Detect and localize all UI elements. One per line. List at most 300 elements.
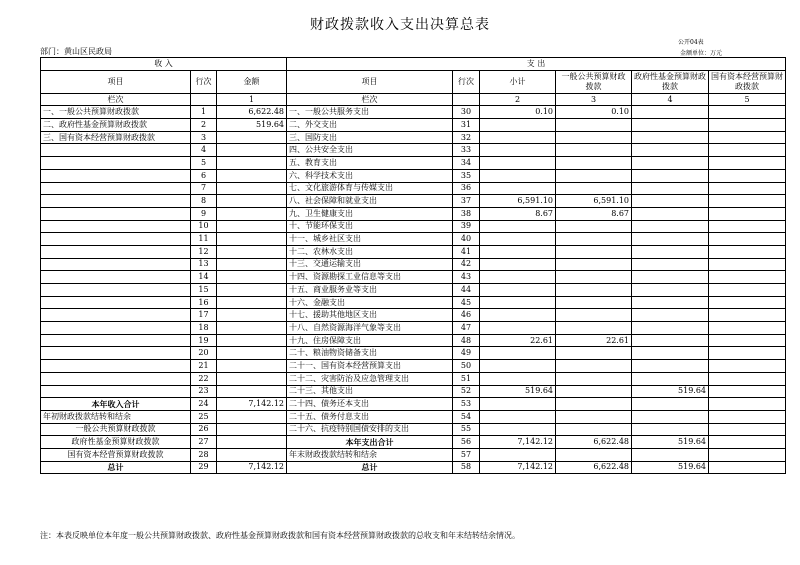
income-amount-cell <box>217 144 287 157</box>
subtotal-cell: 22.61 <box>480 334 556 347</box>
income-header: 收 入 <box>41 58 287 71</box>
income-amount-cell: 7,142.12 <box>217 461 287 474</box>
income-item-cell <box>41 284 191 297</box>
expense-line-cell: 42 <box>453 258 480 271</box>
expense-line-cell: 53 <box>453 398 480 411</box>
table-row <box>41 182 786 195</box>
expense-item-cell: 十七、援助其他地区支出 <box>287 309 453 322</box>
expense-item-cell: 十九、住房保障支出 <box>287 334 453 347</box>
fund-budget-cell <box>632 284 709 297</box>
empty-cell <box>191 93 217 106</box>
income-item-cell <box>41 271 191 284</box>
general-budget-cell <box>556 398 632 411</box>
income-item-cell <box>41 296 191 309</box>
expense-line-cell: 40 <box>453 233 480 246</box>
state-capital-cell <box>709 448 786 461</box>
income-item-cell <box>41 220 191 233</box>
expense-line-header: 行次 <box>453 70 480 93</box>
fund-budget-cell <box>632 182 709 195</box>
subtotal-cell <box>480 245 556 258</box>
income-line-cell: 21 <box>191 360 217 373</box>
fund-budget-cell <box>632 334 709 347</box>
col-number: 2 <box>480 93 556 106</box>
column-number-row <box>41 93 786 106</box>
table-row <box>41 284 786 297</box>
income-line-cell: 24 <box>191 398 217 411</box>
fund-budget-cell: 519.64 <box>632 461 709 474</box>
expense-line-cell: 55 <box>453 423 480 436</box>
general-budget-cell <box>556 220 632 233</box>
expense-line-cell: 52 <box>453 385 480 398</box>
table-row <box>41 334 786 347</box>
state-capital-cell <box>709 157 786 170</box>
fund-budget-cell: 519.64 <box>632 385 709 398</box>
expense-line-cell: 32 <box>453 131 480 144</box>
income-line-cell: 12 <box>191 245 217 258</box>
subtotal-cell: 6,591.10 <box>480 195 556 208</box>
table-row <box>41 296 786 309</box>
subtotal-cell <box>480 296 556 309</box>
general-budget-cell: 6,591.10 <box>556 195 632 208</box>
general-budget-cell: 6,622.48 <box>556 461 632 474</box>
col-number: 1 <box>217 93 287 106</box>
income-line-cell: 26 <box>191 423 217 436</box>
subtotal-header: 小计 <box>480 70 556 93</box>
state-capital-cell <box>709 207 786 220</box>
income-line-cell: 19 <box>191 334 217 347</box>
state-capital-cell <box>709 436 786 449</box>
income-line-cell: 25 <box>191 410 217 423</box>
income-amount-cell <box>217 207 287 220</box>
fund-budget-cell <box>632 245 709 258</box>
col-number: 5 <box>709 93 786 106</box>
general-budget-cell <box>556 182 632 195</box>
expense-item-cell: 三、国防支出 <box>287 131 453 144</box>
income-line-header: 行次 <box>191 70 217 93</box>
fund-budget-cell <box>632 169 709 182</box>
fund-budget-cell <box>632 322 709 335</box>
general-budget-cell: 8.67 <box>556 207 632 220</box>
income-line-cell: 22 <box>191 372 217 385</box>
subtotal-cell <box>480 423 556 436</box>
expense-item-cell: 年末财政拨款结转和结余 <box>287 448 453 461</box>
income-amount-cell <box>217 233 287 246</box>
table-row <box>41 461 786 474</box>
fund-budget-cell <box>632 398 709 411</box>
table-row <box>41 360 786 373</box>
table-row <box>41 207 786 220</box>
income-item-cell <box>41 360 191 373</box>
subtotal-cell: 7,142.12 <box>480 436 556 449</box>
state-capital-cell <box>709 195 786 208</box>
general-budget-cell <box>556 360 632 373</box>
state-capital-cell <box>709 372 786 385</box>
income-line-cell: 13 <box>191 258 217 271</box>
general-budget-cell <box>556 258 632 271</box>
subtotal-cell <box>480 309 556 322</box>
state-capital-cell <box>709 385 786 398</box>
state-capital-header: 国有资本经营预算财政拨款 <box>709 70 786 93</box>
fund-budget-cell <box>632 448 709 461</box>
colname-cell: 栏次 <box>287 93 453 106</box>
income-amount-cell <box>217 157 287 170</box>
table-row <box>41 309 786 322</box>
income-line-cell: 9 <box>191 207 217 220</box>
income-amount-cell <box>217 448 287 461</box>
state-capital-cell <box>709 182 786 195</box>
income-item-cell <box>41 245 191 258</box>
income-amount-cell <box>217 334 287 347</box>
expense-item-cell: 十八、自然资源海洋气象等支出 <box>287 322 453 335</box>
state-capital-cell <box>709 296 786 309</box>
subtotal-cell <box>480 410 556 423</box>
expense-item-cell: 二十一、国有资本经营预算支出 <box>287 360 453 373</box>
state-capital-cell <box>709 309 786 322</box>
general-budget-cell: 6,622.48 <box>556 436 632 449</box>
general-budget-cell <box>556 119 632 132</box>
general-budget-cell <box>556 284 632 297</box>
expense-item-cell: 二十三、其他支出 <box>287 385 453 398</box>
fund-budget-cell <box>632 207 709 220</box>
subtotal-cell <box>480 233 556 246</box>
table-row <box>41 233 786 246</box>
income-item-cell <box>41 233 191 246</box>
income-amount-cell: 6,622.48 <box>217 106 287 119</box>
income-line-cell: 18 <box>191 322 217 335</box>
fund-budget-cell <box>632 360 709 373</box>
income-line-cell: 15 <box>191 284 217 297</box>
income-amount-cell <box>217 131 287 144</box>
income-line-cell: 16 <box>191 296 217 309</box>
fund-budget-cell <box>632 423 709 436</box>
general-budget-cell: 0.10 <box>556 106 632 119</box>
general-budget-cell <box>556 233 632 246</box>
expense-line-cell: 39 <box>453 220 480 233</box>
fund-budget-cell <box>632 131 709 144</box>
table-row <box>41 220 786 233</box>
expense-item-cell: 四、公共安全支出 <box>287 144 453 157</box>
table-row <box>41 144 786 157</box>
subtotal-cell <box>480 284 556 297</box>
expense-item-cell: 二十六、抗疫特别国债安排的支出 <box>287 423 453 436</box>
income-amount-cell <box>217 385 287 398</box>
empty-cell <box>453 93 480 106</box>
form-number: 公开04表 <box>678 39 704 46</box>
income-item-cell <box>41 347 191 360</box>
expense-line-cell: 35 <box>453 169 480 182</box>
income-line-cell: 7 <box>191 182 217 195</box>
general-budget-cell <box>556 410 632 423</box>
state-capital-cell <box>709 131 786 144</box>
general-budget-cell <box>556 169 632 182</box>
subtotal-cell <box>480 182 556 195</box>
expense-line-cell: 51 <box>453 372 480 385</box>
general-budget-cell <box>556 309 632 322</box>
general-budget-cell <box>556 245 632 258</box>
table-row <box>41 347 786 360</box>
subtotal-cell <box>480 448 556 461</box>
table-row <box>41 157 786 170</box>
income-amount-cell <box>217 360 287 373</box>
fund-budget-cell <box>632 144 709 157</box>
table-row <box>41 423 786 436</box>
income-line-cell: 5 <box>191 157 217 170</box>
col-number: 4 <box>632 93 709 106</box>
income-amount-cell <box>217 322 287 335</box>
expense-item-cell: 十六、金融支出 <box>287 296 453 309</box>
fund-budget-cell <box>632 372 709 385</box>
fund-budget-cell <box>632 233 709 246</box>
expense-item-cell: 十四、资源勘探工业信息等支出 <box>287 271 453 284</box>
income-amount-cell: 7,142.12 <box>217 398 287 411</box>
expense-line-cell: 34 <box>453 157 480 170</box>
general-budget-cell: 22.61 <box>556 334 632 347</box>
income-line-cell: 27 <box>191 436 217 449</box>
income-item-cell <box>41 182 191 195</box>
budget-table <box>40 57 786 474</box>
expense-line-cell: 41 <box>453 245 480 258</box>
income-item-cell <box>41 334 191 347</box>
table-row <box>41 258 786 271</box>
general-budget-cell <box>556 271 632 284</box>
fund-budget-cell: 519.64 <box>632 436 709 449</box>
subtotal-cell <box>480 131 556 144</box>
income-item-cell <box>41 157 191 170</box>
fund-budget-cell <box>632 220 709 233</box>
expense-line-cell: 49 <box>453 347 480 360</box>
expense-line-cell: 36 <box>453 182 480 195</box>
income-amount-cell <box>217 423 287 436</box>
state-capital-cell <box>709 410 786 423</box>
table-row <box>41 436 786 449</box>
income-line-cell: 11 <box>191 233 217 246</box>
expense-line-cell: 46 <box>453 309 480 322</box>
income-amount-cell <box>217 245 287 258</box>
expense-item-cell: 十、节能环保支出 <box>287 220 453 233</box>
table-row <box>41 448 786 461</box>
fund-budget-cell <box>632 410 709 423</box>
income-item-cell <box>41 309 191 322</box>
fund-budget-cell <box>632 309 709 322</box>
expense-item-cell: 一、一般公共服务支出 <box>287 106 453 119</box>
table-row <box>41 398 786 411</box>
state-capital-cell <box>709 284 786 297</box>
fund-budget-cell <box>632 258 709 271</box>
header-row-1 <box>41 58 786 71</box>
table-row <box>41 131 786 144</box>
report-title: 财政拨款收入支出决算总表 <box>310 17 490 33</box>
expense-line-cell: 30 <box>453 106 480 119</box>
income-item-header: 项目 <box>41 70 191 93</box>
income-line-cell: 6 <box>191 169 217 182</box>
income-item-cell <box>41 258 191 271</box>
subtotal-cell <box>480 157 556 170</box>
expense-item-cell: 二十二、灾害防治及应急管理支出 <box>287 372 453 385</box>
expense-item-cell: 八、社会保障和就业支出 <box>287 195 453 208</box>
expense-header: 支 出 <box>287 58 786 71</box>
expense-item-cell: 十一、城乡社区支出 <box>287 233 453 246</box>
general-budget-cell <box>556 296 632 309</box>
expense-item-cell: 五、教育支出 <box>287 157 453 170</box>
expense-line-cell: 43 <box>453 271 480 284</box>
state-capital-cell <box>709 258 786 271</box>
amount-unit: 金额单位：万元 <box>680 50 723 57</box>
subtotal-cell <box>480 398 556 411</box>
income-item-cell: 一般公共预算财政拨款 <box>41 423 191 436</box>
expense-item-cell: 二、外交支出 <box>287 119 453 132</box>
income-item-cell <box>41 322 191 335</box>
income-amount-cell: 519.64 <box>217 119 287 132</box>
income-amount-cell <box>217 372 287 385</box>
income-line-cell: 17 <box>191 309 217 322</box>
income-item-cell: 总计 <box>41 461 191 474</box>
expense-item-cell: 七、文化旅游体育与传媒支出 <box>287 182 453 195</box>
income-item-cell: 本年收入合计 <box>41 398 191 411</box>
subtotal-cell: 0.10 <box>480 106 556 119</box>
expense-item-cell: 二十、粮油物资储备支出 <box>287 347 453 360</box>
income-item-cell: 年初财政拨款结转和结余 <box>41 410 191 423</box>
expense-line-cell: 37 <box>453 195 480 208</box>
expense-item-cell: 总计 <box>287 461 453 474</box>
general-budget-cell <box>556 347 632 360</box>
state-capital-cell <box>709 423 786 436</box>
income-amount-cell <box>217 182 287 195</box>
general-budget-cell <box>556 448 632 461</box>
state-capital-cell <box>709 144 786 157</box>
state-capital-cell <box>709 322 786 335</box>
expense-item-cell: 本年支出合计 <box>287 436 453 449</box>
general-budget-cell <box>556 157 632 170</box>
income-line-cell: 10 <box>191 220 217 233</box>
expense-line-cell: 57 <box>453 448 480 461</box>
income-line-cell: 23 <box>191 385 217 398</box>
fund-budget-cell <box>632 271 709 284</box>
income-amount-cell <box>217 220 287 233</box>
state-capital-cell <box>709 119 786 132</box>
expense-line-cell: 44 <box>453 284 480 297</box>
income-line-cell: 4 <box>191 144 217 157</box>
income-line-cell: 29 <box>191 461 217 474</box>
subtotal-cell <box>480 220 556 233</box>
expense-line-cell: 45 <box>453 296 480 309</box>
subtotal-cell <box>480 360 556 373</box>
state-capital-cell <box>709 334 786 347</box>
income-amount-cell <box>217 436 287 449</box>
income-line-cell: 28 <box>191 448 217 461</box>
table-row <box>41 385 786 398</box>
income-item-cell <box>41 144 191 157</box>
general-budget-cell <box>556 372 632 385</box>
expense-item-header: 项目 <box>287 70 453 93</box>
income-item-cell: 二、政府性基金预算财政拨款 <box>41 119 191 132</box>
subtotal-cell <box>480 258 556 271</box>
income-amount-cell <box>217 296 287 309</box>
income-line-cell: 8 <box>191 195 217 208</box>
income-amount-cell <box>217 258 287 271</box>
table-row <box>41 410 786 423</box>
state-capital-cell <box>709 461 786 474</box>
income-amount-cell <box>217 284 287 297</box>
income-amount-cell <box>217 169 287 182</box>
header-row-2 <box>41 70 786 93</box>
income-line-cell: 3 <box>191 131 217 144</box>
expense-item-cell: 二十五、债务付息支出 <box>287 410 453 423</box>
state-capital-cell <box>709 347 786 360</box>
expense-line-cell: 38 <box>453 207 480 220</box>
income-amount-cell <box>217 410 287 423</box>
income-line-cell: 20 <box>191 347 217 360</box>
subtotal-cell <box>480 119 556 132</box>
state-capital-cell <box>709 271 786 284</box>
col-number: 3 <box>556 93 632 106</box>
income-item-cell: 政府性基金预算财政拨款 <box>41 436 191 449</box>
table-row <box>41 271 786 284</box>
subtotal-cell: 519.64 <box>480 385 556 398</box>
department-label: 部门：黄山区民政局 <box>40 47 112 56</box>
expense-item-cell: 十三、交通运输支出 <box>287 258 453 271</box>
subtotal-cell: 7,142.12 <box>480 461 556 474</box>
table-row <box>41 245 786 258</box>
income-item-cell <box>41 385 191 398</box>
expense-line-cell: 56 <box>453 436 480 449</box>
income-amount-cell <box>217 195 287 208</box>
income-item-cell: 三、国有资本经营预算财政拨款 <box>41 131 191 144</box>
income-line-cell: 1 <box>191 106 217 119</box>
general-budget-cell <box>556 131 632 144</box>
income-amount-cell <box>217 309 287 322</box>
income-item-cell <box>41 207 191 220</box>
subtotal-cell <box>480 144 556 157</box>
fund-budget-cell <box>632 195 709 208</box>
state-capital-cell <box>709 360 786 373</box>
income-line-cell: 14 <box>191 271 217 284</box>
general-budget-cell <box>556 423 632 436</box>
subtotal-cell <box>480 347 556 360</box>
fund-budget-cell <box>632 157 709 170</box>
table-row <box>41 119 786 132</box>
expense-line-cell: 54 <box>453 410 480 423</box>
general-budget-cell <box>556 144 632 157</box>
fund-budget-cell <box>632 347 709 360</box>
income-line-cell: 2 <box>191 119 217 132</box>
expense-item-cell: 二十四、债务还本支出 <box>287 398 453 411</box>
income-item-cell <box>41 195 191 208</box>
state-capital-cell <box>709 220 786 233</box>
fund-budget-cell <box>632 119 709 132</box>
table-row <box>41 372 786 385</box>
expense-item-cell: 六、科学技术支出 <box>287 169 453 182</box>
table-row <box>41 169 786 182</box>
expense-line-cell: 31 <box>453 119 480 132</box>
colname-cell: 栏次 <box>41 93 191 106</box>
table-row <box>41 106 786 119</box>
subtotal-cell <box>480 322 556 335</box>
expense-line-cell: 48 <box>453 334 480 347</box>
general-budget-header: 一般公共预算财政拨款 <box>556 70 632 93</box>
table-row <box>41 195 786 208</box>
expense-item-cell: 十五、商业服务业等支出 <box>287 284 453 297</box>
subtotal-cell <box>480 372 556 385</box>
income-item-cell <box>41 372 191 385</box>
state-capital-cell <box>709 106 786 119</box>
fund-budget-header: 政府性基金预算财政拨款 <box>632 70 709 93</box>
state-capital-cell <box>709 233 786 246</box>
general-budget-cell <box>556 322 632 335</box>
footnote: 注：本表反映单位本年度一般公共预算财政拨款、政府性基金预算财政拨款和国有资本经营预算财政拨款的总收支和年末结转结余情况。 <box>40 531 520 540</box>
expense-item-cell: 十二、农林水支出 <box>287 245 453 258</box>
income-amount-header: 金额 <box>217 70 287 93</box>
subtotal-cell: 8.67 <box>480 207 556 220</box>
